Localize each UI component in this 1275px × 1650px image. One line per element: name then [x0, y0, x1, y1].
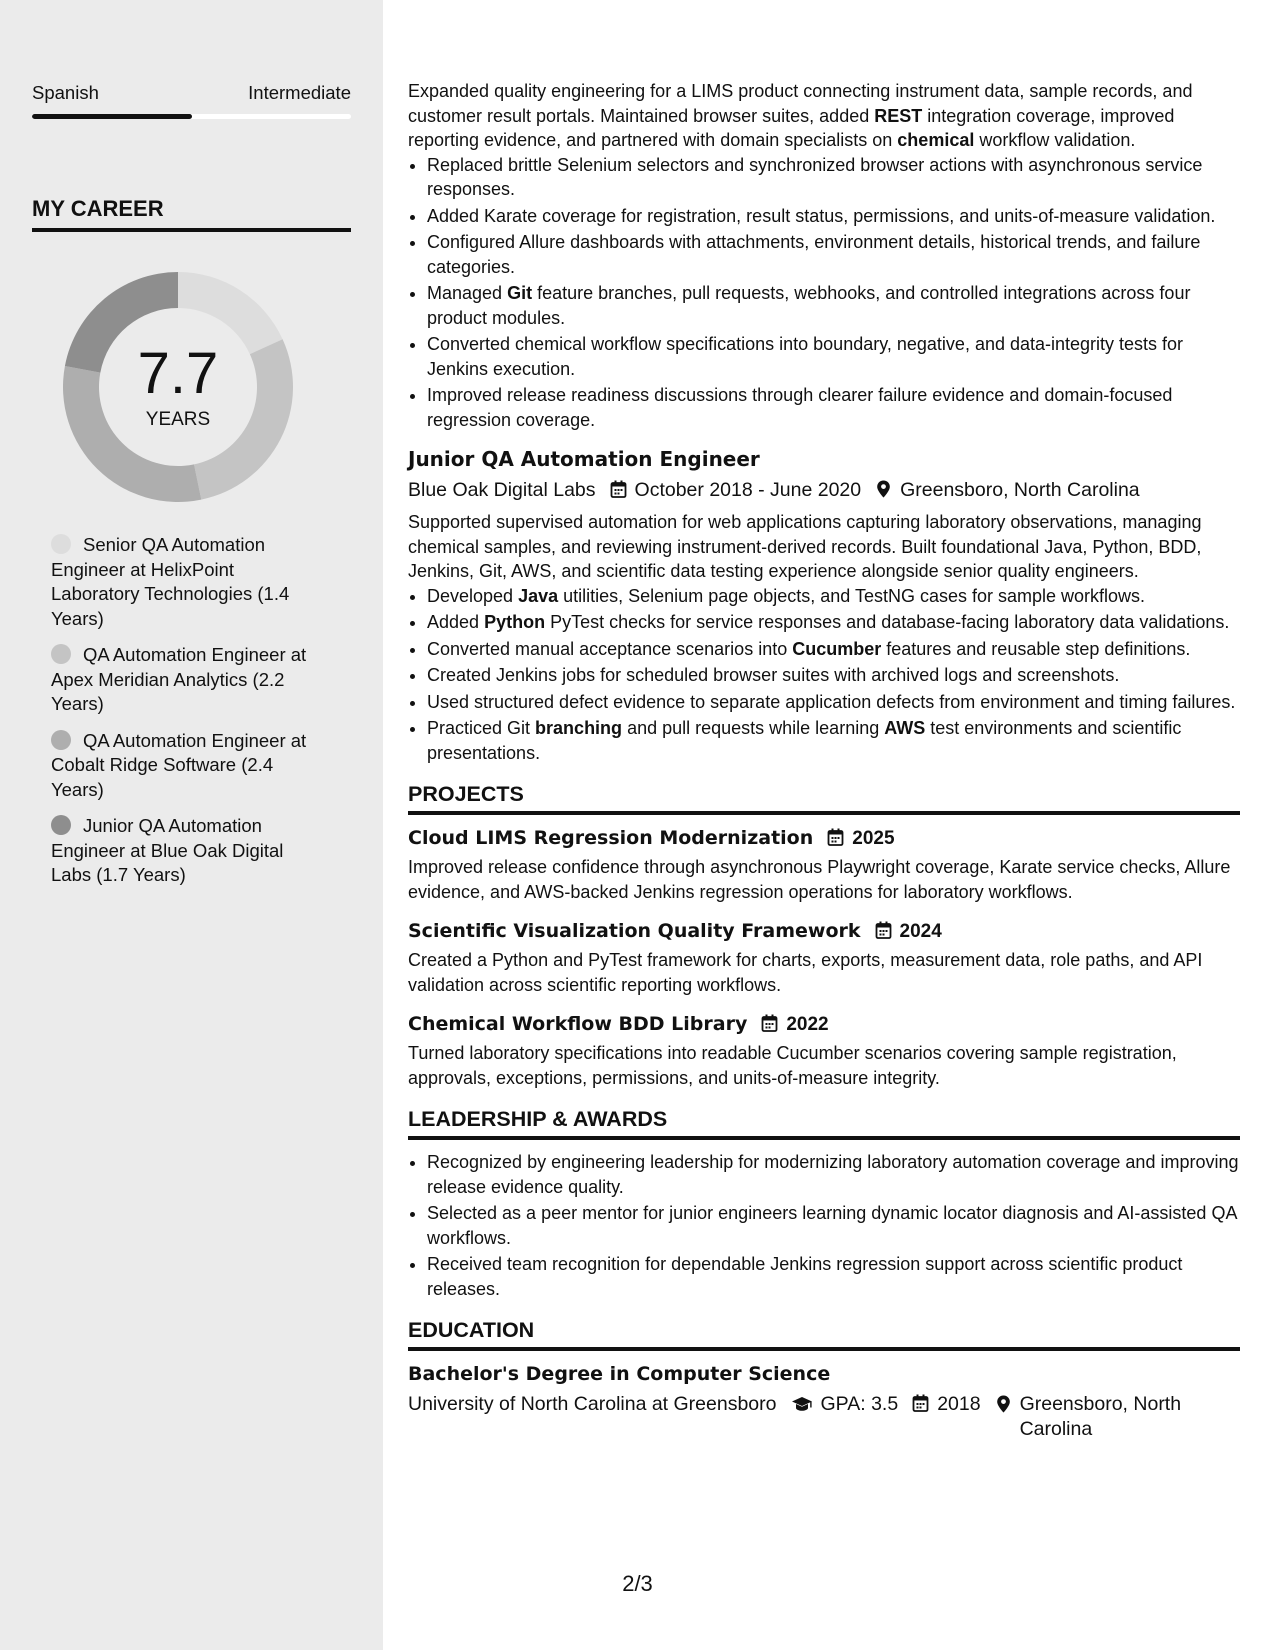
- calendar-icon: [610, 480, 627, 498]
- bullet-item: • Converted chemical workflow specifications into boundary, negative, and data-integrity tests for Jenkins execution.: [427, 332, 1240, 381]
- calendar-icon: [861, 920, 900, 942]
- job-title: Junior QA Automation Engineer: [408, 447, 760, 471]
- language-name: Spanish: [32, 82, 99, 103]
- legend-label: Junior QA Automation Engineer at Blue Oak Digital Labs (1.7 Years): [51, 815, 284, 885]
- bullet-item: • Added Python PyTest checks for service responses and database-facing laboratory data validations.: [427, 610, 1240, 635]
- bullet-item: • Used structured defect evidence to separate application defects from environment and timing failures.: [427, 690, 1240, 715]
- job-meta: [408, 477, 1240, 503]
- prev-job-summary: Expanded quality engineering for a LIMS product connecting instrument data, sample records, and customer result portals. Maintained browser suites, added REST integration coverage, improved reporting evidence, and partnered with domain specialists on chemical workflow validation.: [408, 81, 1193, 150]
- career-legend-item: [51, 533, 321, 631]
- legend-label: QA Automation Engineer at Cobalt Ridge Software (2.4 Years): [51, 729, 307, 800]
- career-legend-item: [51, 643, 321, 717]
- bullet-item: • Replaced brittle Selenium selectors and synchronized browser actions with asynchronous service responses.: [427, 153, 1240, 202]
- career-legend-item: [51, 814, 321, 888]
- job-company: Blue Oak Digital Labs: [408, 479, 596, 501]
- calendar-icon: [813, 827, 852, 849]
- job-location: Greensboro, North Carolina: [900, 479, 1140, 501]
- calendar-icon: [747, 1013, 786, 1035]
- projects-list: [408, 825, 1240, 1090]
- junior-job-summary: Supported supervised automation for web applications capturing laboratory observations, managing chemical samples, and reviewing instrument-derived records. Built foundational Java, Python, BDD, Jenkins, Git, AWS, and scientific data testing experience alongside senior quality engineers.: [408, 512, 1202, 581]
- project-description: Created a Python and PyTest framework for charts, exports, measurement data, role paths, and API validation across scientific reporting workflows.: [408, 950, 1203, 995]
- legend-label: QA Automation Engineer at Apex Meridian Analytics (2.2 Years): [51, 644, 307, 714]
- project-description: Improved release confidence through asynchronous Playwright coverage, Karate service checks, Allure evidence, and AWS-backed Jenkins regression operations for laboratory workflows.: [408, 857, 1231, 902]
- career-legend-item: [51, 729, 321, 803]
- bullet-item: • Managed Git feature branches, pull requests, webhooks, and controlled integrations across four product modules.: [427, 281, 1240, 330]
- leadership-heading: LEADERSHIP & AWARDS: [408, 1106, 1240, 1140]
- education-heading: EDUCATION: [408, 1317, 1240, 1351]
- legend-swatch: [51, 730, 71, 750]
- project-year: 2025: [852, 828, 895, 849]
- award-item: • Selected as a peer mentor for junior engineers learning dynamic locator diagnosis and AI-assisted QA workflows.: [427, 1201, 1240, 1250]
- bullet-item: • Practiced Git branching and pull requests while learning AWS test environments and scientific presentations.: [427, 716, 1240, 765]
- education-year: 2018: [937, 1393, 981, 1415]
- projects-heading: PROJECTS: [408, 781, 1240, 815]
- degree-title: Bachelor's Degree in Computer Science: [408, 1363, 831, 1385]
- calendar-icon: [912, 1394, 929, 1412]
- main-content: [408, 79, 1240, 1442]
- prev-job-bullets: [408, 153, 1240, 433]
- education-meta: [408, 1392, 1240, 1442]
- language-proficiency-fill: [32, 114, 192, 119]
- career-total-unit: YEARS: [145, 409, 211, 430]
- career-legend: [51, 533, 321, 900]
- career-heading: MY CAREER: [32, 196, 351, 232]
- career-total-value: 7.7: [137, 341, 219, 406]
- legend-swatch: [51, 534, 71, 554]
- language-row: [32, 82, 351, 104]
- sidebar: [0, 0, 383, 1650]
- job-dates: October 2018 - June 2020: [634, 479, 862, 501]
- school-name: University of North Carolina at Greensboro: [408, 1393, 777, 1415]
- project-title: Chemical Workflow BDD Library 2022: [408, 1013, 829, 1035]
- legend-swatch: [51, 815, 71, 835]
- project-description: Turned laboratory specifications into readable Cucumber scenarios covering sample registration, approvals, exceptions, permissions, and units-of-measure integrity.: [408, 1043, 1177, 1088]
- bullet-item: • Configured Allure dashboards with attachments, environment details, historical trends, and failure categories.: [427, 230, 1240, 279]
- language-level: Intermediate: [248, 82, 351, 103]
- graduation-cap-icon: [791, 1396, 813, 1412]
- project-title: Cloud LIMS Regression Modernization 2025: [408, 827, 895, 849]
- bullet-item: • Created Jenkins jobs for scheduled browser suites with archived logs and screenshots.: [427, 663, 1240, 688]
- legend-swatch: [51, 644, 71, 664]
- map-pin-icon: [995, 1395, 1012, 1413]
- bullet-item: • Improved release readiness discussions through clearer failure evidence and domain-focused regression coverage.: [427, 383, 1240, 432]
- legend-label: Senior QA Automation Engineer at HelixPoint Laboratory Technologies (1.4 Years): [51, 534, 290, 629]
- bullet-item: • Converted manual acceptance scenarios into Cucumber features and reusable step definitions.: [427, 637, 1240, 662]
- project-title: Scientific Visualization Quality Framework 2024: [408, 920, 942, 942]
- page-number: 2/3: [622, 1571, 653, 1596]
- language-proficiency-bar: [32, 114, 351, 119]
- education-gpa: GPA: 3.5: [820, 1393, 899, 1415]
- leadership-list: [408, 1150, 1240, 1301]
- award-item: • Received team recognition for dependable Jenkins regression support across scientific product releases.: [427, 1252, 1240, 1301]
- project-year: 2024: [899, 921, 942, 942]
- bullet-item: • Added Karate coverage for registration, result status, permissions, and units-of-measure validation.: [427, 204, 1240, 229]
- map-pin-icon: [875, 480, 892, 498]
- award-item: • Recognized by engineering leadership for modernizing laboratory automation coverage and improving release evidence quality.: [427, 1150, 1240, 1199]
- junior-job-bullets: [408, 584, 1240, 766]
- education-location: Greensboro, North Carolina: [1019, 1393, 1182, 1440]
- project-year: 2022: [786, 1014, 829, 1035]
- bullet-item: • Developed Java utilities, Selenium page objects, and TestNG cases for sample workflows.: [427, 584, 1240, 609]
